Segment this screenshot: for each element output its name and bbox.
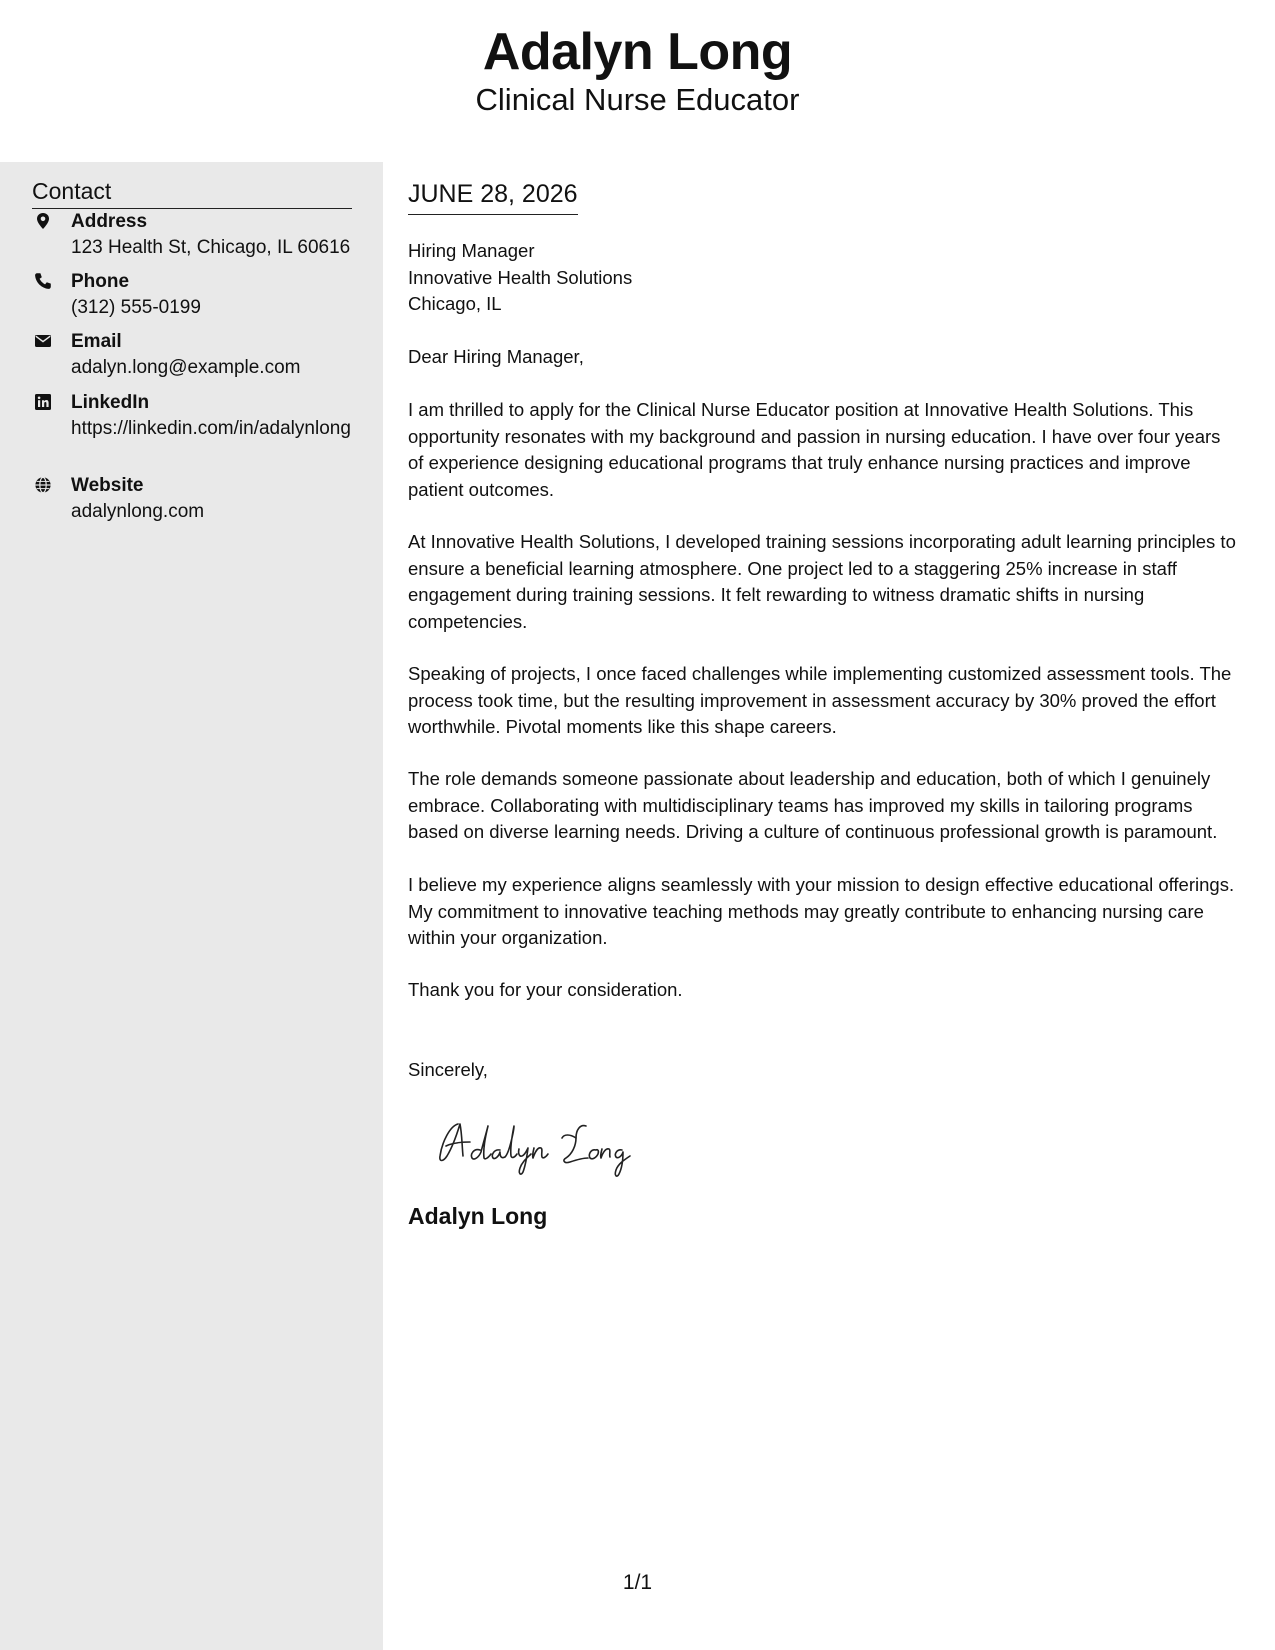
map-pin-icon — [34, 212, 52, 230]
recipient-line: Hiring Manager — [408, 240, 535, 261]
thank-you-line: Thank you for your consideration. — [408, 979, 683, 1000]
body-paragraph: The role demands someone passionate about leadership and education, both of which I genuinely embrace. Collaborating with multidisciplinary teams has improved my skills in tailoring programs based on diverse learning needs. Driving a culture of continuous professional growth is paramount. — [408, 768, 1218, 842]
contact-value-website: adalynlong.com — [71, 501, 205, 522]
body-paragraph: Speaking of projects, I once faced challenges while implementing customized assessment tools. The process took time, but the resulting improvement in assessment accuracy by 30% proved the effort worthwhile. Pivotal moments like this shape careers. — [408, 663, 1232, 737]
applicant-job-title: Clinical Nurse Educator — [475, 82, 800, 117]
contact-value-address: 123 Health St, Chicago, IL 60616 — [71, 237, 351, 258]
contact-label-address: Address — [71, 211, 148, 232]
letter-date: JUNE 28, 2026 — [408, 178, 578, 215]
linkedin-icon — [34, 393, 52, 411]
signed-name: Adalyn Long — [408, 1203, 548, 1229]
envelope-icon — [34, 332, 52, 350]
salutation: Dear Hiring Manager, — [408, 346, 584, 367]
body-paragraph: I am thrilled to apply for the Clinical Nurse Educator position at Innovative Health Solutions. This opportunity resonates with my background and passion in nursing education. I have over four years of experience designing educational programs that truly enhance nursing practices and improve patient outcomes. — [408, 399, 1221, 500]
contact-value-phone: (312) 555-0199 — [71, 297, 201, 318]
recipient-line: Innovative Health Solutions — [408, 266, 633, 288]
body-paragraph: At Innovative Health Solutions, I developed training sessions incorporating adult learning principles to ensure a beneficial learning atmosphere. One project led to a staggering 25% increase in staff engagement during training sessions. It felt rewarding to witness dramatic shifts in nursing competencies. — [408, 531, 1236, 632]
contact-heading: Contact — [32, 177, 352, 209]
phone-icon — [34, 272, 52, 290]
page-number: 1/1 — [622, 1571, 653, 1594]
recipient-line: Chicago, IL — [408, 293, 502, 314]
contact-label-linkedin: LinkedIn — [71, 392, 150, 413]
contact-label-phone: Phone — [71, 271, 130, 292]
recipient-block — [408, 238, 1238, 318]
globe-icon — [34, 476, 52, 494]
contact-value-linkedin: https://linkedin.com/in/adalynlong — [71, 418, 351, 439]
applicant-name: Adalyn Long — [482, 23, 793, 81]
contact-label-website: Website — [71, 475, 144, 496]
contact-label-email: Email — [71, 331, 122, 352]
closing-line: Sincerely, — [408, 1059, 488, 1080]
contact-value-email: adalyn.long@example.com — [71, 357, 301, 378]
handwritten-signature — [436, 1112, 646, 1182]
body-paragraph: I believe my experience aligns seamlessly with your mission to design effective educational offerings. My commitment to innovative teaching methods may greatly contribute to enhancing nursing care within your organization. — [408, 874, 1235, 948]
contact-sidebar — [0, 162, 383, 1650]
letter-header — [0, 0, 1275, 162]
